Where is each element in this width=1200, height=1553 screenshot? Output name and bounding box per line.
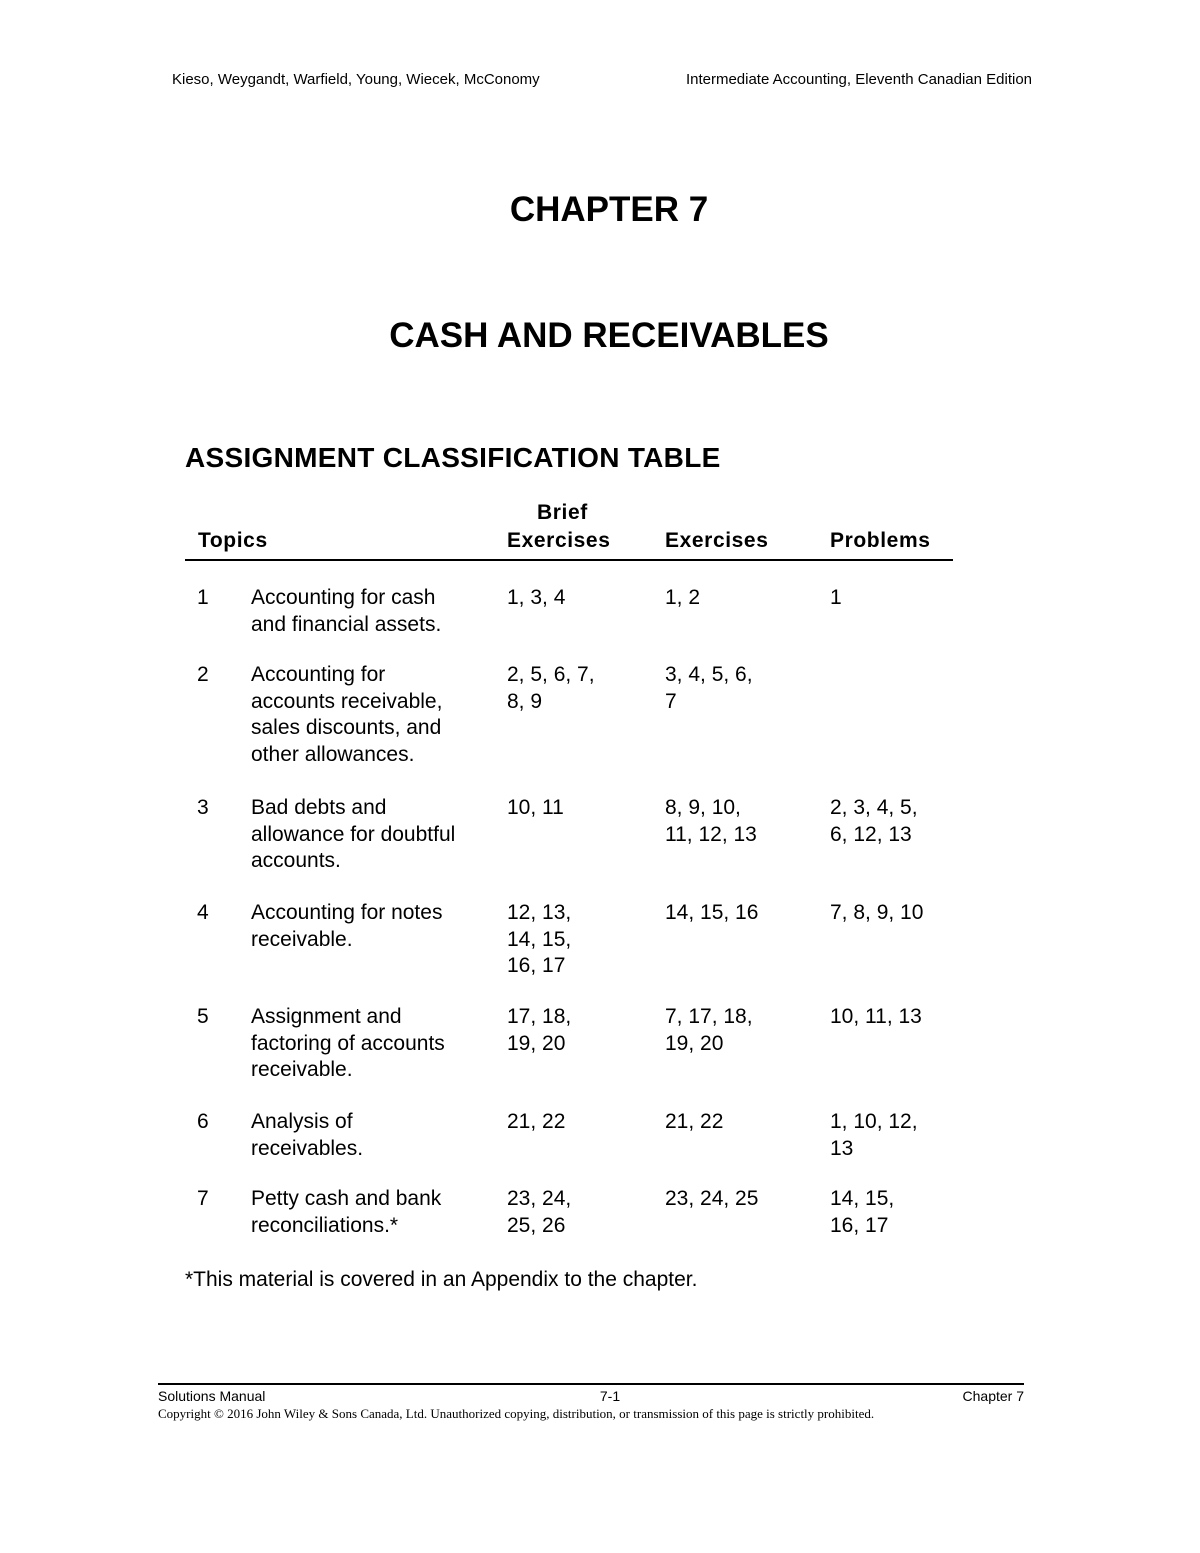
brief-exercises-cell-line: 23, 24, [507, 1187, 572, 1210]
footer-page-number: 7-1 [599, 1388, 621, 1404]
header-authors: Kieso, Weygandt, Warfield, Young, Wiecek, McConomy [172, 71, 540, 88]
brief-exercises-cell [507, 795, 647, 822]
exercises-cell-line: 23, 24, 25 [665, 1187, 759, 1210]
exercises-cell-line: 7 [665, 689, 677, 713]
topic-cell-line: Analysis of [251, 1110, 353, 1133]
copyright-notice: Copyright © 2016 John Wiley & Sons Canada, Ltd. Unauthorized copying, distribution, or transmission of this page is strictly prohibited. [158, 1406, 875, 1421]
exercises-cell-line: 7, 17, 18, [665, 1005, 753, 1028]
topic-cell-line: reconciliations.* [251, 1213, 399, 1237]
exercises-cell-line: 1, 2 [665, 586, 701, 609]
topic-number: 2 [197, 663, 209, 686]
problems-cell-line: 6, 12, 13 [830, 822, 912, 846]
topic-number: 3 [197, 796, 209, 819]
problems-cell-line: 14, 15, [830, 1187, 895, 1210]
exercises-cell-line: 3, 4, 5, 6, [665, 663, 753, 686]
topic-number: 7 [197, 1187, 209, 1210]
problems-cell [830, 585, 960, 612]
brief-exercises-cell [507, 662, 647, 715]
problems-cell-line: 1, 10, 12, [830, 1110, 918, 1133]
brief-exercises-cell-line: 2, 5, 6, 7, [507, 663, 595, 686]
exercises-cell-line: 8, 9, 10, [665, 796, 741, 819]
topic-cell-line: Accounting for notes [251, 901, 443, 924]
column-header-topics: Topics [198, 529, 268, 552]
topic-cell [251, 662, 491, 768]
column-header-exercises: Exercises [665, 529, 769, 552]
topic-number: 5 [197, 1005, 209, 1028]
topic-cell [251, 900, 491, 953]
brief-exercises-cell [507, 1109, 647, 1136]
footer-left: Solutions Manual [158, 1388, 266, 1404]
brief-exercises-cell-line: 12, 13, [507, 901, 572, 924]
problems-cell [830, 795, 960, 848]
topic-cell-line: receivable. [251, 1058, 353, 1081]
topic-cell-line: sales discounts, and [251, 716, 442, 739]
exercises-cell [665, 900, 805, 927]
brief-exercises-cell [507, 1004, 647, 1057]
brief-exercises-cell [507, 900, 647, 980]
topic-number: 4 [197, 901, 209, 924]
topic-cell-line: Accounting for [251, 663, 386, 686]
topic-cell [251, 1186, 491, 1239]
brief-exercises-cell-line: 8, 9 [507, 689, 543, 713]
chapter-subtitle: CASH AND RECEIVABLES [389, 316, 829, 355]
problems-cell-line: 16, 17 [830, 1213, 889, 1237]
topic-number: 1 [197, 586, 209, 609]
topic-cell [251, 1004, 491, 1084]
brief-exercises-cell [507, 585, 647, 612]
footer-right: Chapter 7 [962, 1388, 1024, 1404]
problems-cell [830, 900, 960, 927]
topic-cell-line: accounts receivable, [251, 689, 443, 713]
header-rule [185, 559, 953, 561]
exercises-cell [665, 585, 805, 612]
exercises-cell-line: 11, 12, 13 [665, 822, 757, 846]
topic-number: 6 [197, 1110, 209, 1133]
topic-cell-line: and financial assets. [251, 612, 442, 636]
topic-cell-line: other allowances. [251, 742, 415, 766]
exercises-cell-line: 19, 20 [665, 1031, 724, 1055]
problems-cell-line: 1 [830, 586, 842, 609]
topic-cell [251, 585, 491, 638]
problems-cell-line: 7, 8, 9, 10 [830, 901, 924, 924]
problems-cell-line: 10, 11, 13 [830, 1005, 922, 1028]
topic-cell-line: accounts. [251, 849, 341, 872]
brief-exercises-cell [507, 1186, 647, 1239]
problems-cell [830, 1109, 960, 1162]
brief-exercises-cell-line: 17, 18, [507, 1005, 572, 1028]
topic-cell-line: receivables. [251, 1136, 364, 1160]
column-header-brief-line1: Brief [537, 501, 588, 524]
footer-rule [158, 1383, 1024, 1385]
brief-exercises-cell-line: 14, 15, [507, 927, 572, 951]
column-header-problems: Problems [830, 529, 931, 552]
exercises-cell [665, 662, 805, 715]
brief-exercises-cell-line: 16, 17 [507, 954, 566, 977]
brief-exercises-cell-line: 21, 22 [507, 1110, 566, 1133]
column-header-brief-line2: Exercises [507, 529, 611, 552]
exercises-cell [665, 795, 805, 848]
exercises-cell [665, 1186, 805, 1213]
problems-cell [830, 1004, 960, 1031]
exercises-cell-line: 14, 15, 16 [665, 901, 759, 924]
problems-cell [830, 1186, 960, 1239]
topic-cell-line: Petty cash and bank [251, 1187, 442, 1210]
brief-exercises-cell-line: 25, 26 [507, 1213, 566, 1237]
exercises-cell [665, 1109, 805, 1136]
exercises-cell-line: 21, 22 [665, 1110, 724, 1133]
topic-cell-line: receivable. [251, 927, 353, 951]
topic-cell-line: factoring of accounts [251, 1031, 445, 1055]
brief-exercises-cell-line: 1, 3, 4 [507, 586, 566, 609]
topic-cell [251, 1109, 491, 1162]
topic-cell-line: allowance for doubtful [251, 822, 456, 846]
problems-cell-line: 2, 3, 4, 5, [830, 796, 918, 819]
brief-exercises-cell-line: 10, 11 [507, 796, 564, 819]
table-title: ASSIGNMENT CLASSIFICATION TABLE [185, 442, 721, 473]
topic-cell-line: Accounting for cash [251, 586, 436, 609]
topic-cell-line: Assignment and [251, 1005, 402, 1028]
topic-cell [251, 795, 491, 875]
topic-cell-line: Bad debts and [251, 796, 387, 819]
exercises-cell [665, 1004, 805, 1057]
footnote: *This material is covered in an Appendix to the chapter. [185, 1268, 698, 1291]
chapter-title: CHAPTER 7 [509, 190, 709, 229]
problems-cell-line: 13 [830, 1136, 854, 1160]
header-book-title: Intermediate Accounting, Eleventh Canadian Edition [685, 71, 1032, 88]
brief-exercises-cell-line: 19, 20 [507, 1031, 566, 1055]
